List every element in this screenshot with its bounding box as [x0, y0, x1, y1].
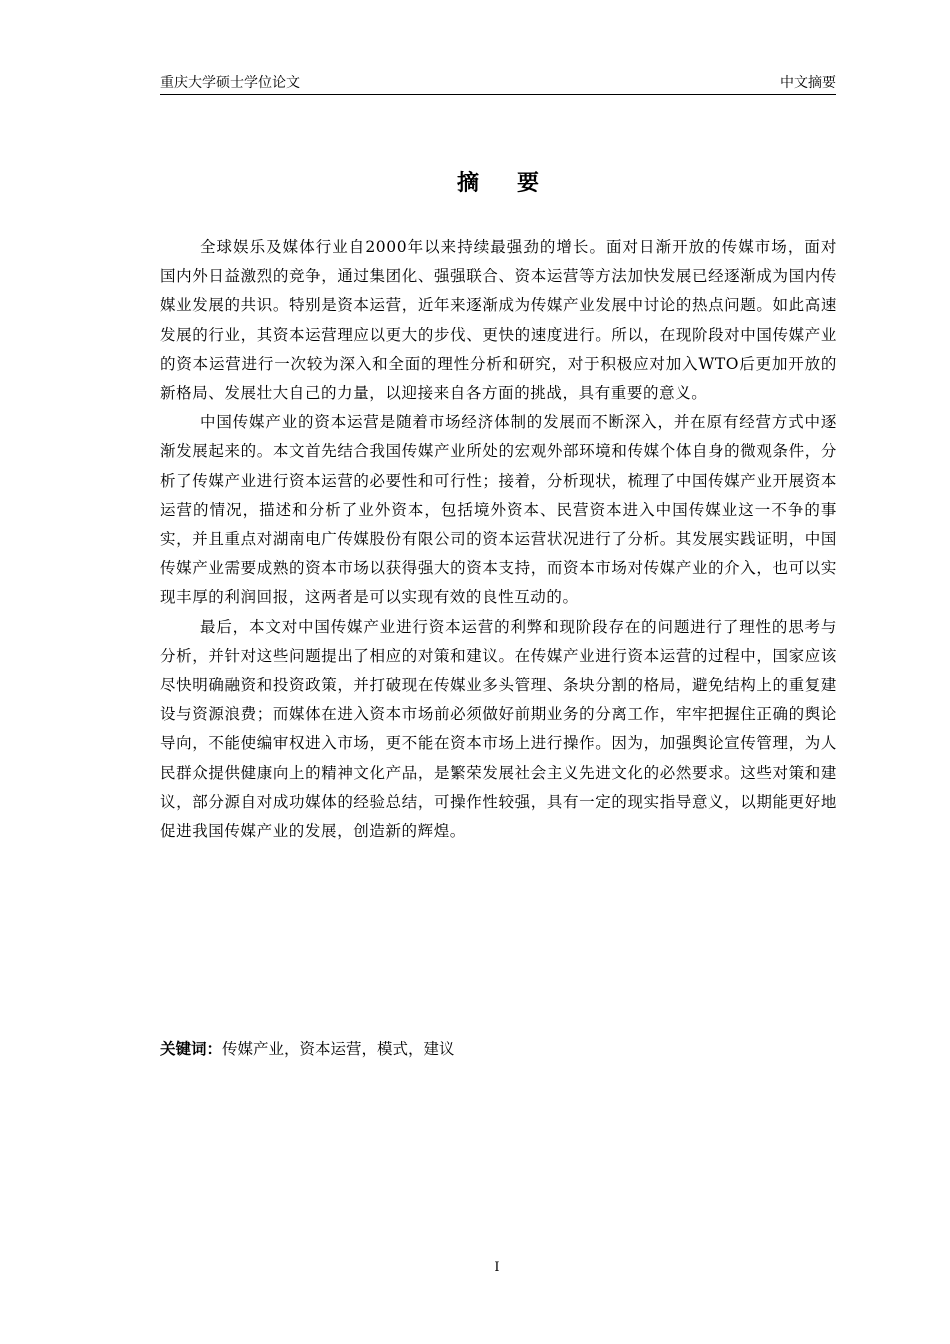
abstract-paragraph-1: 全球娱乐及媒体行业自2000年以来持续最强劲的增长。面对日渐开放的传媒市场，面对国内外日益激烈的竞争，通过集团化、强强联合、资本运营等方法加快发展已经逐渐成为国内传媒业发展的共识。特别是资本运营，近年来逐渐成为传媒产业发展中讨论的热点问题。如此高速发展的行业，其资本运营理应以更大的步伐、更快的速度进行。所以，在现阶段对中国传媒产业的资本运营进行一次较为深入和全面的理性分析和研究，对于积极应对加入WTO后更加开放的新格局、发展壮大自己的力量，以迎接来自各方面的挑战，具有重要的意义。 — [160, 238, 837, 403]
keywords-value: 传媒产业，资本运营，模式，建议 — [222, 1040, 455, 1058]
page-number: I — [494, 1260, 500, 1275]
abstract-paragraph-2: 中国传媒产业的资本运营是随着市场经济体制的发展而不断深入，并在原有经营方式中逐渐发展起来的。本文首先结合我国传媒产业所处的宏观外部环境和传媒个体自身的微观条件，分析了传媒产业进行资本运营的必要性和可行性；接着，分析现状，梳理了中国传媒产业开展资本运营的情况，描述和分析了业外资本，包括境外资本、民营资本进入中国传媒业这一不争的事实，并且重点对湖南电广传媒股份有限公司的资本运营状况进行了分析。其发展实践证明，中国传媒产业需要成熟的资本市场以获得强大的资本支持，而资本市场对传媒产业的介入，也可以实现丰厚的利润回报，这两者是可以实现有效的良性互动的。 — [160, 413, 837, 607]
page-title: 摘要 — [456, 171, 577, 196]
keywords-label: 关键词： — [160, 1040, 223, 1058]
header-section-name: 中文摘要 — [780, 75, 836, 91]
abstract-body — [160, 233, 837, 846]
header-thesis-name: 重庆大学硕士学位论文 — [160, 75, 300, 91]
page-header — [160, 74, 836, 95]
keywords-line — [160, 1035, 837, 1064]
abstract-paragraph-3: 最后，本文对中国传媒产业进行资本运营的利弊和现阶段存在的问题进行了理性的思考与分析，并针对这些问题提出了相应的对策和建议。在传媒产业进行资本运营的过程中，国家应该尽快明确融资和投资政策，并打破现在传媒业多头管理、条块分割的格局，避免结构上的重复建设与资源浪费；而媒体在进入资本市场前必须做好前期业务的分离工作，牢牢把握住正确的舆论导向，不能使编审权进入市场，更不能在资本市场上进行操作。因为，加强舆论宣传管理，为人民群众提供健康向上的精神文化产品，是繁荣发展社会主义先进文化的必然要求。这些对策和建议，部分源自对成功媒体的经验总结，可操作性较强，具有一定的现实指导意义，以期能更好地促进我国传媒产业的发展，创造新的辉煌。 — [160, 617, 837, 841]
